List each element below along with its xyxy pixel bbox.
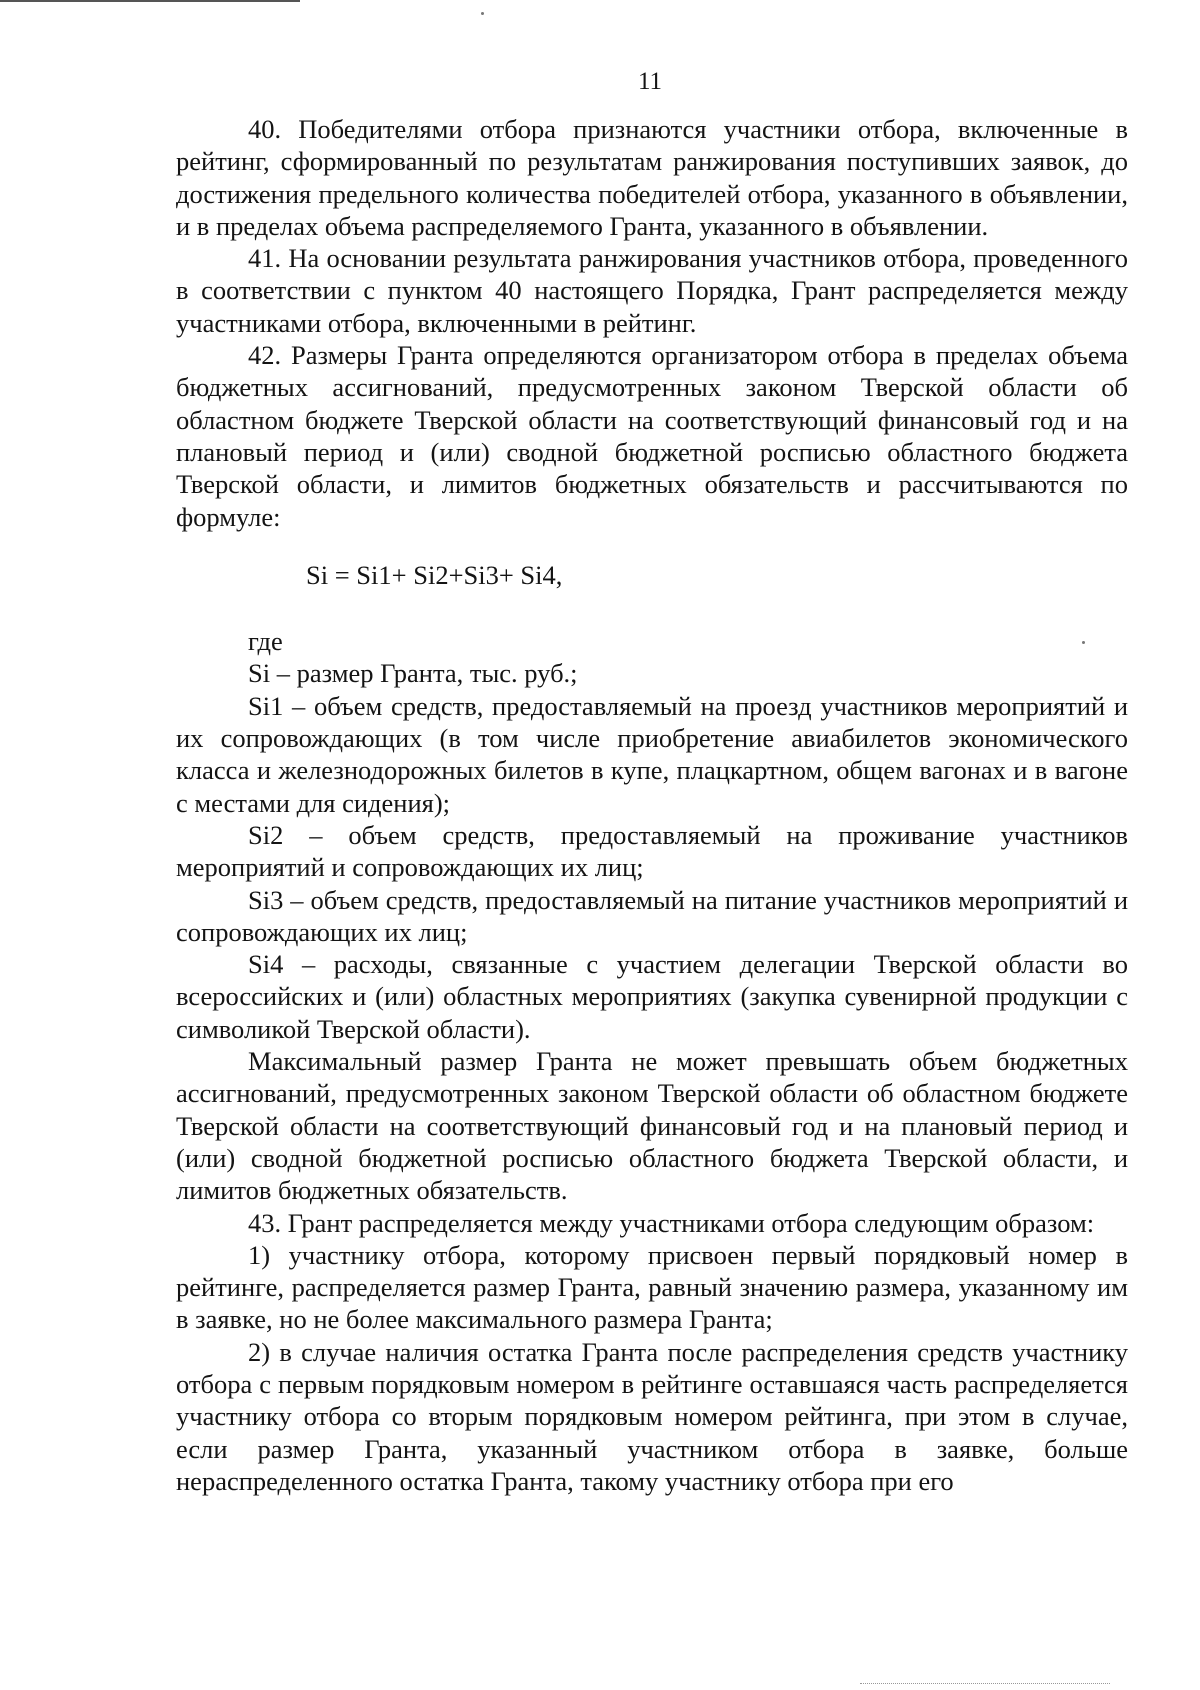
scan-edge-mark	[860, 1681, 1110, 1684]
grant-formula: Si = Si1+ Si2+Si3+ Si4,	[306, 559, 563, 590]
formula-where-label: где	[248, 626, 283, 657]
definition-si2: Si2 – объем средств, предоставляемый на проживание участников мероприятий и сопровождающих их лиц;	[176, 819, 1128, 883]
paragraph-40: 40. Победителями отбора признаются участники отбора, включенные в рейтинг, сформированный по результатам ранжирования поступивших заявок, до достижения предельного количества победителей отбора, указанного в объявлении, и в пределах объема распределяемого Гранта, указанного в объявлении.	[176, 114, 1128, 241]
paragraph-max-grant: Максимальный размер Гранта не может превышать объем бюджетных ассигнований, предусмотренных законом Тверской области об областном бюджете Тверской области на соответствующий финансовый год и на плановый период и (или) сводной бюджетной росписью областного бюджета Тверской области, и лимитов бюджетных обязательств.	[176, 1046, 1128, 1206]
paragraph-43: 43. Грант распределяется между участниками отбора следующим образом:	[248, 1207, 1095, 1238]
document-body	[176, 113, 1128, 1497]
paragraph-42: 42. Размеры Гранта определяются организатором отбора в пределах объема бюджетных ассигнований, предусмотренных законом Тверской области об областном бюджете Тверской области на соответствующий финансовый год и на плановый период и (или) сводной бюджетной росписью областного бюджета Тверской области, и лимитов бюджетных обязательств и рассчитываются по формуле:	[176, 340, 1128, 532]
list-item-1: 1) участнику отбора, которому присвоен первый порядковый номер в рейтинге, распределяется размер Гранта, равный значению размера, указанному им в заявке, но не более максимального размера Гранта;	[176, 1239, 1128, 1335]
list-item-2: 2) в случае наличия остатка Гранта после распределения средств участнику отбора с первым порядковым номером в рейтинге оставшаяся часть распределяется участнику отбора со вторым порядковым номером рейтинга, при этом в случае, если размер Гранта, указанный участником отбора в заявке, больше нераспределенного остатка Гранта, такому участнику отбора при его	[176, 1336, 1128, 1496]
scan-dust-mark	[481, 12, 484, 15]
definition-si: Si – размер Гранта, тыс. руб.;	[248, 658, 578, 689]
definition-si1: Si1 – объем средств, предоставляемый на проезд участников мероприятий и их сопровождающих (в том числе приобретение авиабилетов экономического класса и железнодорожных билетов в купе, плацкартном, общем вагонах и в вагоне с местами для сидения);	[176, 690, 1128, 818]
definition-si4: Si4 – расходы, связанные с участием делегации Тверской области во всероссийских и (или) областных мероприятиях (закупка сувенирной продукции с символикой Тверской области).	[176, 949, 1128, 1044]
scan-edge-mark	[0, 0, 300, 2]
page-number: 11	[637, 68, 663, 95]
paragraph-41: 41. На основании результата ранжирования участников отбора, проведенного в соответствии с пунктом 40 настоящего Порядка, Грант распределяется между участниками отбора, включенными в рейтинг.	[176, 243, 1128, 338]
definition-si3: Si3 – объем средств, предоставляемый на питание участников мероприятий и сопровождающих их лиц;	[176, 884, 1128, 947]
